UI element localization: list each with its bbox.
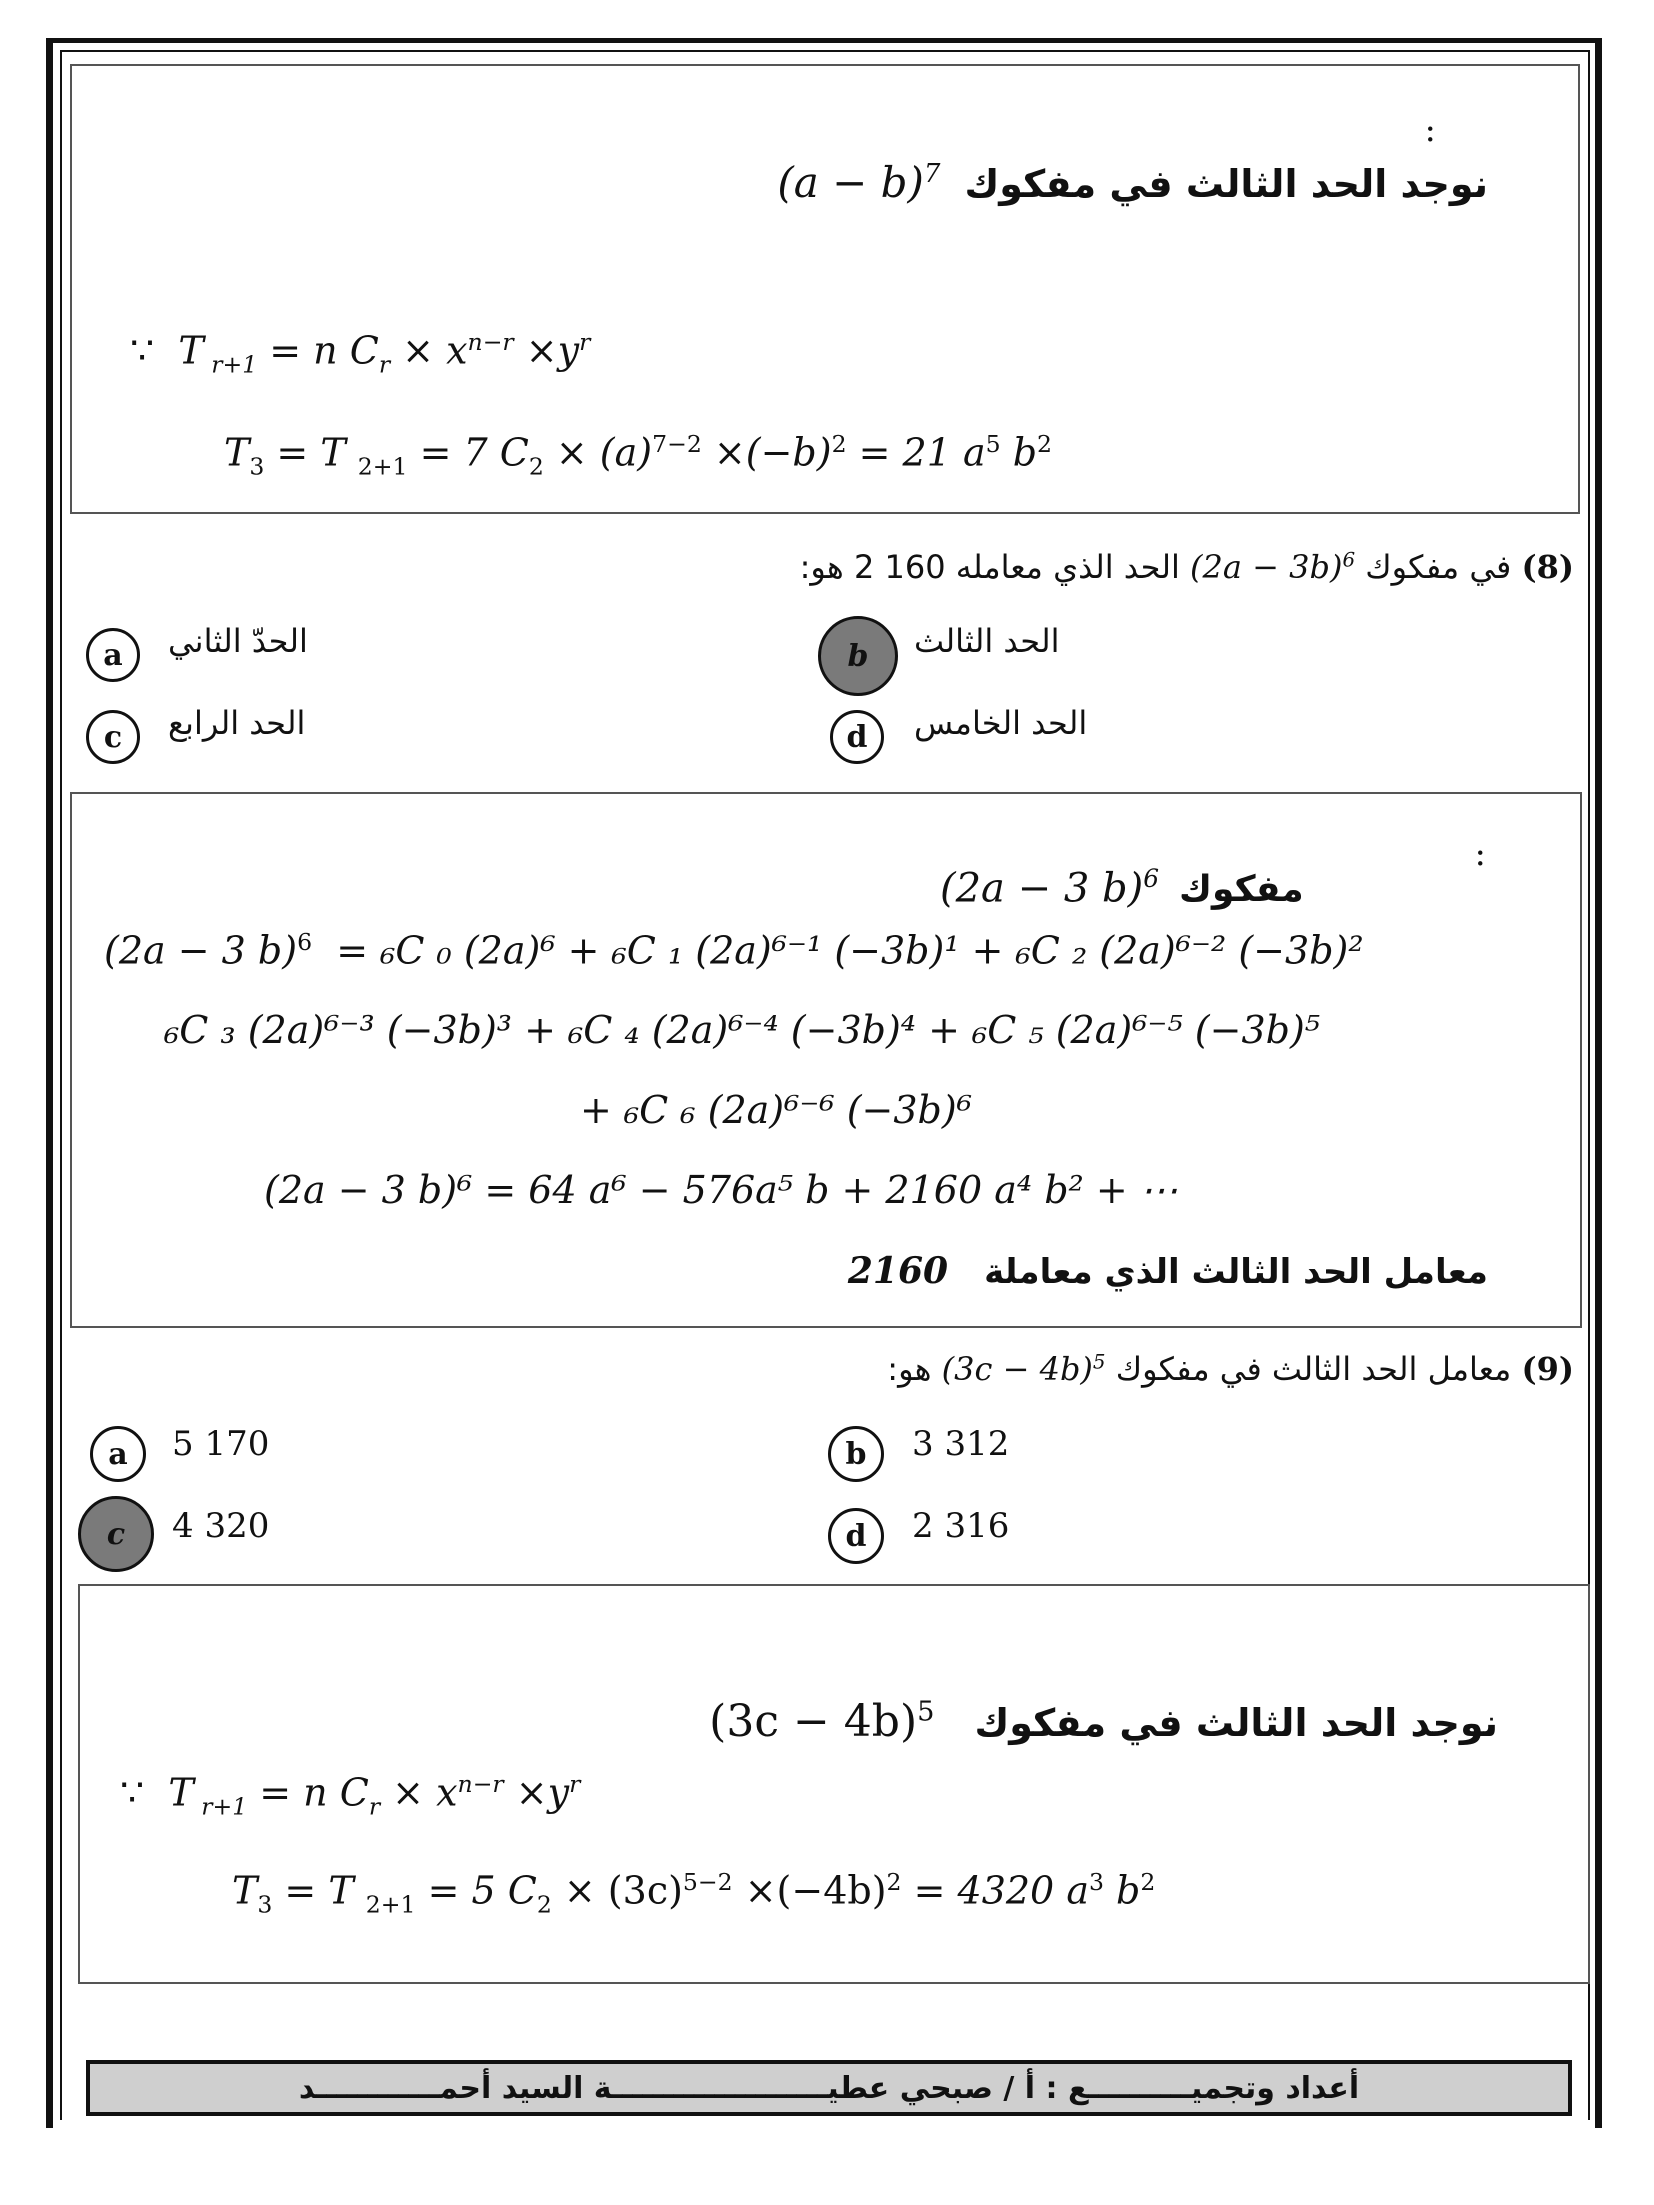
expansion-result-line: (2a − 3 b)⁶ = 64 a⁶ − 576a⁵ b + 2160 a⁴ b² + ⋯ <box>264 1168 1178 1212</box>
box1-expression: $(a - b)^7$ <box>777 158 941 207</box>
box1-general-term-formula: ∵ T $_{r+1}$ = n $C_r \times x^{n-r} \times y^r$ <box>130 328 591 379</box>
answer-value: 2160 <box>847 1250 949 1292</box>
box3-heading <box>709 1696 1498 1747</box>
expansion-line-3: + ₆C ₆ (2a)⁶⁻⁶ (−3b)⁶ <box>580 1088 972 1132</box>
question-9: (9) معامل الحد الثالث في مفكوك $(3c - 4b)^5$ هو: <box>887 1350 1574 1388</box>
option-b-value[interactable]: 3 312 <box>912 1424 1010 1464</box>
question-8-number: (8) <box>1521 548 1574 586</box>
box1-heading <box>777 158 1488 207</box>
option-b-circle[interactable]: b <box>828 1426 884 1482</box>
answer-label: معامل الحد الثالث الذي معاملة <box>984 1252 1488 1292</box>
question-9-number: (9) <box>1521 1350 1574 1388</box>
box2-heading <box>940 864 1304 911</box>
box2-title: مفكوك <box>1179 869 1304 911</box>
option-d-circle[interactable]: d <box>828 1508 884 1564</box>
solution-box-1 <box>70 64 1580 514</box>
option-c-circle[interactable]: c <box>86 710 140 764</box>
option-a-circle[interactable]: a <box>86 628 140 682</box>
third-term-coefficient-answer <box>848 1250 1488 1292</box>
option-a-label[interactable]: الحدّ الثاني <box>168 622 308 660</box>
question-8: (8) في مفكوك $(2a - 3b)^6$ الحد الذي معامله 160 2 هو: <box>799 548 1574 586</box>
box3-expression: $(3c - 4b)^5$ <box>709 1696 935 1747</box>
option-d-value[interactable]: 2 316 <box>912 1506 1010 1546</box>
solution-box-3 <box>78 1584 1590 1984</box>
option-a-circle[interactable]: a <box>90 1426 146 1482</box>
colon-mark: : <box>1424 110 1436 150</box>
box1-title: نوجد الحد الثالث في مفكوك <box>964 162 1488 206</box>
option-c-value[interactable]: 4 320 <box>172 1506 270 1546</box>
footer-author-text: أعداد وتجميــــــــــع : أ / صبحي عطيـــــــــــــــــــــة السيد أحمــــــــــــد <box>298 2070 1360 2106</box>
expansion-line-1: (2a − 3 b)$^6$ = ₆C ₀ (2a)⁶ + ₆C ₁ (2a)⁶⁻¹ (−3b)¹ + ₆C ₂ (2a)⁶⁻² (−3b)² <box>104 928 1364 973</box>
option-c-circle-selected[interactable]: c <box>78 1496 154 1572</box>
footer-author-bar <box>86 2060 1572 2116</box>
option-c-label[interactable]: الحد الرابع <box>168 704 306 742</box>
option-d-label[interactable]: الحد الخامس <box>914 704 1088 742</box>
option-a-value[interactable]: 5 170 <box>172 1424 270 1464</box>
box1-third-term-calculation: $T_3 = T$ $_{2+1}$ = 7 $C_2 \times (a)^{7-2} \times(-b)^2 = 21$ $a^5$ $b^2$ <box>224 430 1053 481</box>
colon-mark: : <box>1474 834 1486 874</box>
box3-title: نوجد الحد الثالث في مفكوك <box>974 1701 1498 1745</box>
option-b-circle-selected[interactable]: b <box>818 616 898 696</box>
box2-heading-expression: (2a − 3 b)$^6$ <box>940 864 1160 912</box>
box3-third-term-calculation: $T_3 = T$ $_{2+1}$ = 5 $C_2 \times (3c)^{5-2} \times(-4b)^2 = 4320$ $a^3$ $b^2$ <box>232 1868 1156 1919</box>
option-d-circle[interactable]: d <box>830 710 884 764</box>
expansion-line-2: ₆C ₃ (2a)⁶⁻³ (−3b)³ + ₆C ₄ (2a)⁶⁻⁴ (−3b)⁴ + ₆C ₅ (2a)⁶⁻⁵ (−3b)⁵ <box>164 1008 1321 1052</box>
solution-box-2 <box>70 792 1582 1328</box>
option-b-label[interactable]: الحد الثالث <box>914 622 1060 660</box>
box3-general-term-formula: ∵ T $_{r+1}$ = n $C_r \times x^{n-r} \times y^r$ <box>120 1770 581 1821</box>
